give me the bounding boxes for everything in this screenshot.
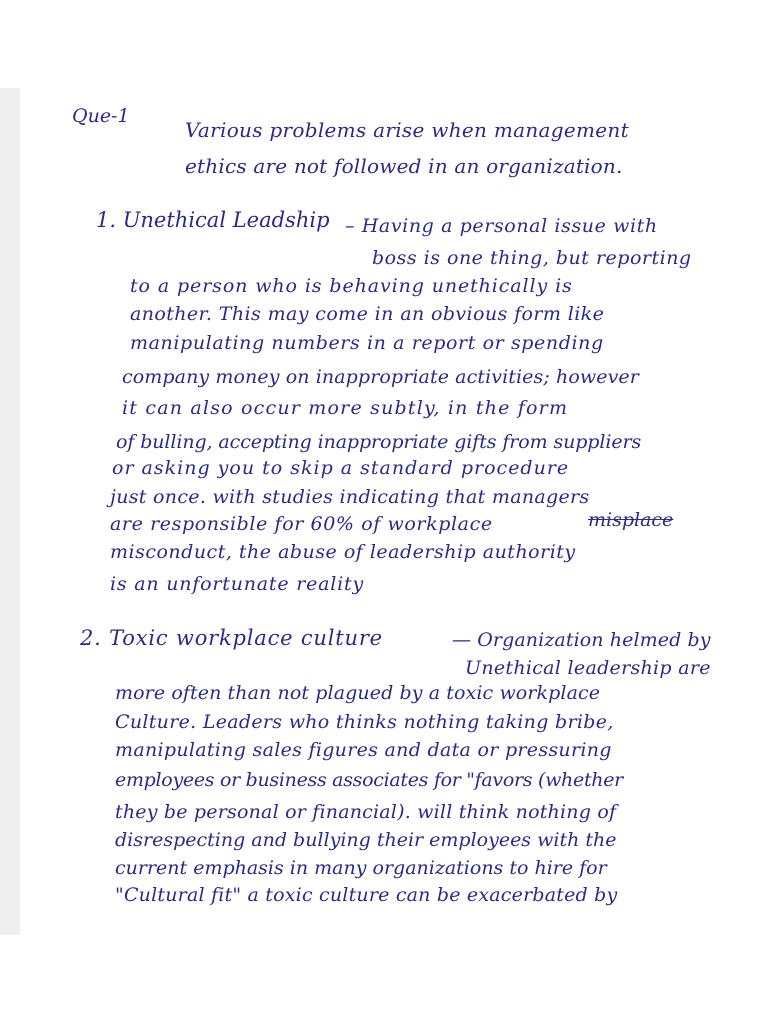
section2-line-7: they be personal or financial). will think nothing of bbox=[115, 801, 617, 823]
section2-line-4: Culture. Leaders who thinks nothing taking bribe, bbox=[115, 711, 614, 733]
intro-line-1: Various problems arise when management bbox=[185, 118, 629, 142]
section1-line-12: misconduct, the abuse of leadership authority bbox=[110, 541, 576, 563]
section2-line-10: "Cultural fit" a toxic culture can be exacerbated by bbox=[115, 884, 618, 906]
section1-line-5: manipulating numbers in a report or spending bbox=[130, 332, 604, 354]
section1-line-1: – Having a personal issue with bbox=[345, 215, 658, 237]
section1-line-13: is an unfortunate reality bbox=[110, 573, 365, 595]
section1-line-6: company money on inappropriate activities; however bbox=[122, 366, 639, 388]
section2-line-2: Unethical leadership are bbox=[465, 657, 711, 679]
section1-line-9: or asking you to skip a standard procedure bbox=[112, 457, 570, 479]
section2-line-3: more often than not plagued by a toxic workplace bbox=[115, 682, 601, 704]
section1-line-10: just once. with studies indicating that managers bbox=[110, 486, 590, 508]
section1-line-4: another. This may come in an obvious form like bbox=[130, 303, 605, 325]
section1-heading: 1. Unethical Leadship bbox=[96, 208, 330, 232]
section1-line-11: are responsible for 60% of workplace bbox=[110, 513, 493, 535]
section1-line-8: of bulling, accepting inappropriate gifts from suppliers bbox=[116, 431, 642, 453]
section2-line-5: manipulating sales figures and data or pressuring bbox=[115, 739, 612, 761]
section1-line-7: it can also occur more subtly, in the form bbox=[122, 397, 569, 419]
section2-heading: 2. Toxic workplace culture bbox=[80, 626, 383, 650]
section1-line-2: boss is one thing, but reporting bbox=[372, 247, 692, 269]
section2-line-8: disrespecting and bullying their employees with the bbox=[115, 829, 617, 851]
section2-line-6: employees or business associates for "favors (whether bbox=[115, 769, 623, 791]
intro-line-2: ethics are not followed in an organization. bbox=[185, 154, 623, 178]
section1-line-3: to a person who is behaving unethically is bbox=[130, 275, 573, 297]
question-label: Que-1 bbox=[72, 105, 130, 127]
section2-line-9: current emphasis in many organizations to hire for bbox=[115, 857, 607, 879]
section1-struck-word: misplace bbox=[588, 509, 674, 531]
scan-left-margin bbox=[0, 88, 20, 935]
section2-line-1: — Organization helmed by bbox=[452, 629, 711, 651]
notebook-page bbox=[20, 88, 768, 935]
